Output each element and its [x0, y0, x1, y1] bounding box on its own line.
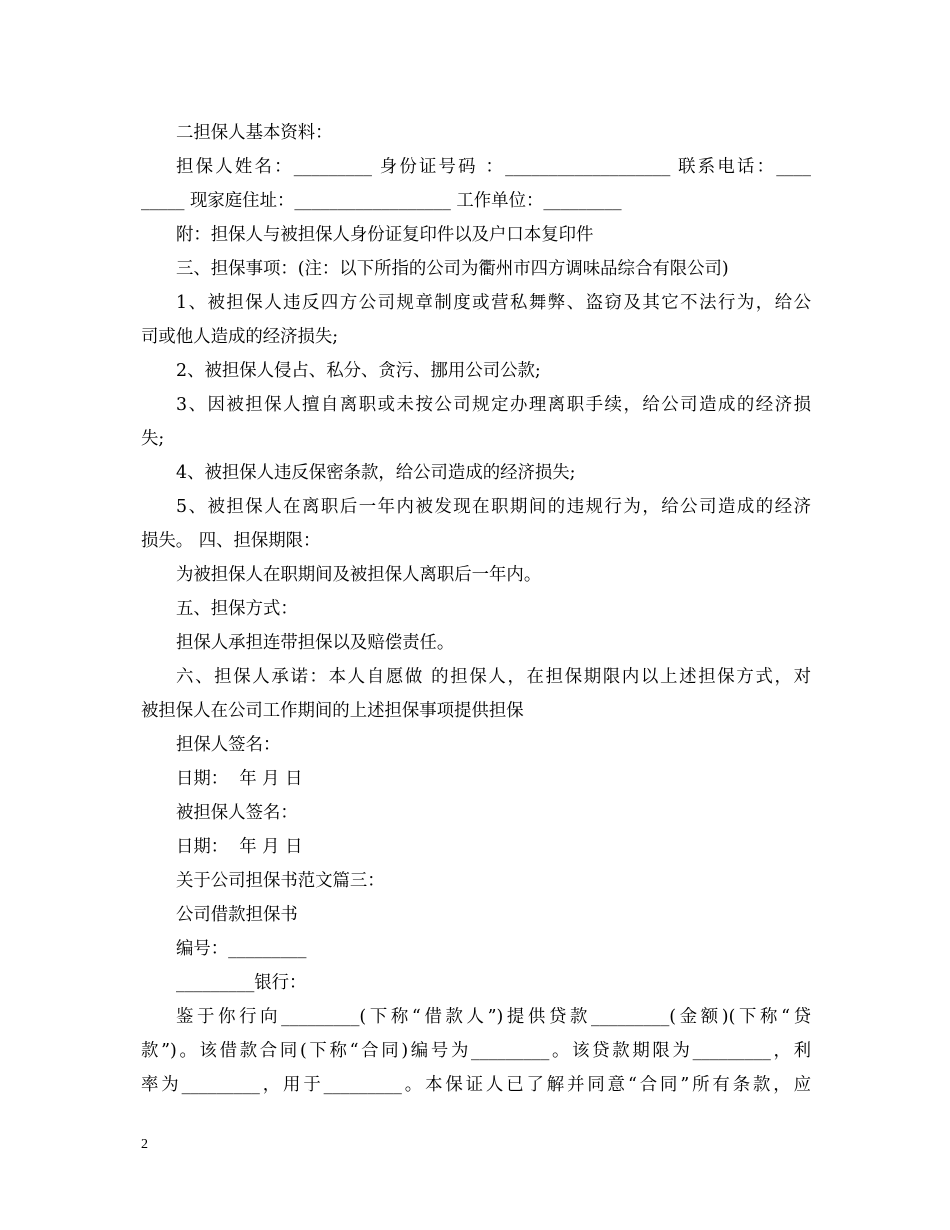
text-line: 日期： 年 月 日 [176, 837, 303, 857]
document-body [141, 116, 811, 1102]
text-line: 4、被担保人违反保密条款，给公司造成的经济损失; [176, 463, 576, 483]
text-line: 为被担保人在职期间及被担保人离职后一年内。 [176, 565, 542, 585]
text-line: 3、因被担保人擅自离职或未按公司规定办理离职手续，给公司造成的经济损 [176, 395, 811, 415]
text-line: 三、担保事项：(注：以下所指的公司为衢州市四方调味品综合有限公司) [176, 259, 729, 279]
text-line: 编号：_________ [176, 939, 307, 959]
text-line: 日期： 年 月 日 [176, 769, 303, 789]
text-line: 被担保人在公司工作期间的上述担保事项提供担保 [141, 701, 524, 721]
text-line: 5、被担保人在离职后一年内被发现在职期间的违规行为，给公司造成的经济 [176, 497, 811, 517]
text-line: _____ 现家庭住址：__________________ 工作单位：_________ [141, 191, 622, 211]
text-line: 被担保人签名： [176, 803, 298, 823]
text-line: 鉴于你行向_________(下称“借款人”)提供贷款_________(金额)(下称“贷 [176, 1007, 811, 1027]
text-line: 损失。 四、担保期限： [141, 531, 321, 551]
text-line: 2、被担保人侵占、私分、贪污、挪用公司公款; [176, 361, 541, 381]
text-line: 司或他人造成的经济损失; [141, 327, 339, 347]
page-number: 2 [141, 1137, 148, 1152]
text-line: 六、担保人承诺：本人自愿做 的担保人，在担保期限内以上述担保方式，对 [176, 667, 811, 687]
text-line: 关于公司担保书范文篇三： [176, 871, 385, 891]
text-line: 款”)。该借款合同(下称“合同)编号为_________。该贷款期限为_________，利 [141, 1041, 811, 1061]
text-line: 附：担保人与被担保人身份证复印件以及户口本复印件 [176, 225, 594, 245]
text-line: _________银行： [176, 973, 307, 993]
text-line: 公司借款担保书 [176, 905, 298, 925]
text-line: 二担保人基本资料： [176, 123, 333, 143]
text-line: 五、担保方式： [176, 599, 298, 619]
text-line: 担保人承担连带担保以及赔偿责任。 [176, 633, 455, 653]
text-line: 1、被担保人违反四方公司规章制度或营私舞弊、盗窃及其它不法行为，给公 [176, 293, 811, 313]
text-line: 率为_________，用于_________。本保证人已了解并同意“合同”所有条款，应 [141, 1075, 811, 1095]
text-line: 担保人姓名：_________ 身份证号码 ：___________________ 联系电话：____ [176, 157, 811, 177]
text-line: 担保人签名： [176, 735, 281, 755]
text-line: 失; [141, 429, 165, 449]
